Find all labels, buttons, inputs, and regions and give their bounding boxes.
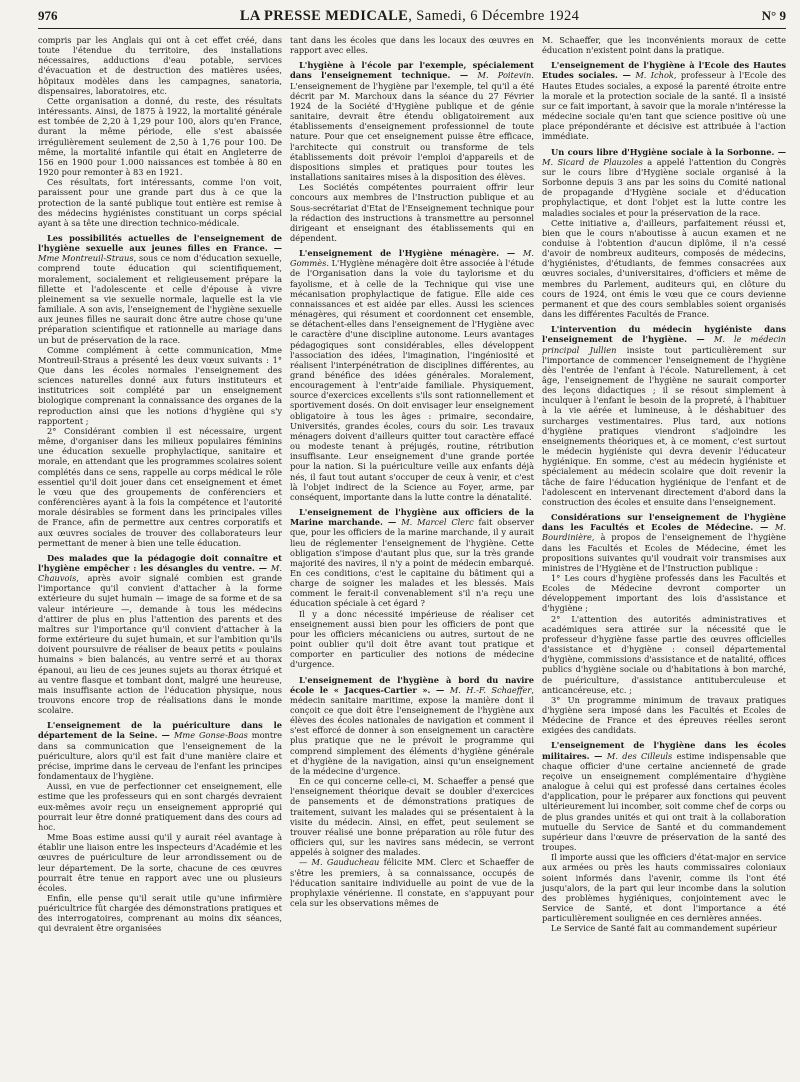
paragraph-text: insiste tout particulièrement sur l'importance de commencer l'enseignement de l'hygiène dès l'entrée de l'enfant à l'école. Naturellement, à cet âge, l'enseignement de l'hygiène ne saurait comporter des leçons didactiques ; il se résout simplement à inculquer à l'enfant le besoin de la propreté, à l'habituer à la vie aérée et lumineuse, à le déshabituer des surcharges vestimentaires. Plus tard, aux notions d'hygiène pratiques viendront s'adjoindre les enseignements théoriques et, à ce moment, c'est surtout le médecin hygiéniste qui devra devenir l'éducateur hygiénique. En somme, c'est au médecin hygiéniste et spécialement au médecin scolaire que doit revenir la tâche de faire l'éducation hygiénique de l'enfant et de l'adolescent en intervenant directement d'abord dans la construction des écoles et ensuite dans l'enseignement.: [542, 344, 786, 507]
section-heading: L'enseignement de l'hygiène aux officiers de la Marine marchande. —: [290, 507, 534, 528]
speaker-name: M. Poitevin: [477, 70, 532, 81]
article-paragraph: [542, 695, 786, 736]
section-heading: L'hygiène à l'école par l'exemple, spécialement dans l'enseignement technique. —: [290, 60, 534, 81]
paragraph-text: En ce qui concerne celle-ci, M. Schaeffer a pensé que l'enseignement théorique devait se doubler d'exercices de pansements et de démonstrations pratiques de traitement, suivant les malades qui se présentaient à la visite du médecin. Ainsi, en effet, peut seulement se trouver réalisé une bonne préparation au rôle futur des officiers qui, sur les navires sans médecin, se verront appelés à soigner des malades.: [290, 776, 534, 858]
section-heading: L'enseignement de l'hygiène à l'Ecole des Hautes Etudes sociales. —: [542, 60, 786, 81]
article-paragraph: [38, 345, 282, 426]
section-heading: L'enseignement de l'Hygiène ménagère. —: [299, 248, 523, 259]
article-paragraph: [290, 776, 534, 857]
page-number: 976: [38, 8, 58, 23]
paragraph-text: 3° Un programme minimum de travaux pratiques d'hygiène sera imposé dans les Facultés et Ecoles de Médecine de France et des épreuves réelles seront exigées des candidats.: [542, 694, 786, 736]
paragraph-text: , sous ce nom d'éducation sexuelle, comprend toute éducation qui scientifiquement, moralement, socialement et religieusement prépare la fillette et l'adolescente et celle d'épouse à vivre pleinement sa vie sexuelle normale, laquelle est la vie familiale. A son avis, l'enseignement de l'hygiène sexuelle aux jeunes filles ne saurait donc être autre chose qu'une préparation scientifique et rationnelle au mariage dans un but de préservation de la race.: [38, 253, 282, 345]
speaker-name: M. H.-F. Schaeffer: [449, 684, 532, 695]
article-paragraph: [38, 553, 282, 716]
paragraph-text: 1° Les cours d'hygiène professés dans les Facultés et Ecoles de Médecine devront comporter un développement important des lois d'assistance et d'hygiène ;: [542, 572, 786, 614]
speaker-name: M. Marcel Clerc: [401, 517, 474, 528]
article-paragraph: [290, 35, 534, 55]
section-heading: L'enseignement de l'hygiène à bord du navire école le « Jacques-Cartier ». —: [290, 674, 534, 695]
column-right: [542, 35, 786, 934]
article-paragraph: [542, 218, 786, 320]
article-paragraph: [542, 852, 786, 923]
article-paragraph: [542, 512, 786, 573]
paragraph-text: 2° L'attention des autorités administratives et académiques sera attirée sur la nécessité que le professeur d'hygiène fasse partie des œuvres officielles d'assistance et d'hygiène : conseil départemental d'hygiène, commissions d'assistance et de natalité, offices publics d'hygiène sociale ou d'habitations à bon marché, de puériculture, d'assistance antituberculeuse et anticancéreuse, etc. ;: [542, 613, 786, 695]
issue-number: N° 9: [761, 8, 786, 23]
section-heading: L'intervention du médecin hygiéniste dans l'enseignement de l'hygiène. —: [542, 324, 786, 345]
article-paragraph: [542, 60, 786, 141]
paragraph-text: . L'enseignement de l'hygiène par l'exemple, tel qu'il a été décrit par M. Marchoux dans la séance du 27 Février 1924 de la Société d'Hygiène publique et de génie sanitaire, devrait être étendu obligatoirement aux établissements d'enseignement professionnel de toute nature. Pour que cet enseignement puisse être efficace, l'architecte qui construit ou transforme de tels établissements doit prévoir l'emploi d'appareils et de dispositions simples et pratiques pour toutes les installations sanitaires mises à la disposition des élèves.: [290, 70, 534, 183]
article-paragraph: [38, 177, 282, 228]
paragraph-text: tant dans les écoles que dans les locaux des œuvres en rapport avec elles.: [290, 35, 534, 56]
paragraph-text: Il importe aussi que les officiers d'état-major en service aux armées ou près les hauts commissaires coloniaux soient informés dans l'avenir, comme ils l'ont été jusqu'alors, de la part qui leur incombe dans la solution des problèmes hygiéniques, conjointement avec le Service de Santé, et dont l'importance a été particulièrement soulignée en ces dernières années.: [542, 852, 786, 924]
article-paragraph: [38, 781, 282, 832]
paragraph-text: félicite MM. Clerc et Schaeffer de s'être les premiers, à sa connaissance, occupés de l'éducation sanitaire individuelle au point de vue de la prophylaxie vénérienne. Il constate, en s'appuyant pour cela sur les observations mêmes de: [290, 857, 534, 908]
article-paragraph: [290, 857, 534, 908]
article-paragraph: [38, 426, 282, 548]
paragraph-text: Le Service de Santé fait au commandement supérieur: [551, 923, 777, 934]
article-paragraph: [542, 35, 786, 55]
article-paragraph: [38, 832, 282, 893]
article-paragraph: [290, 675, 534, 777]
paragraph-text: a appelé l'attention du Congrès sur le cours libre d'Hygiène sociale organisé à la Sorbonne depuis 3 ans par les soins du Comité national de propagande d'Hygiène sociale et d'éducation prophylactique, et dont l'objet est la lutte contre les maladies sociales et pour la préservation de la race.: [542, 156, 786, 218]
paragraph-text: Aussi, en vue de perfectionner cet enseignement, elle estime que les professeurs qui en sont chargés devraient eux-mêmes avoir reçu un enseignement approprié qui pourrait leur être donné pratiquement dans des cours ad hoc.: [38, 781, 282, 832]
paragraph-text: compris par les Anglais qui ont à cet effet créé, dans toute l'étendue du territoire, des installations nécessaires, adductions d'eau potable, services d'évacuation et de destruction des matières usées, hôpitaux modèles dans les campagnes, sanatoria, dispensaires, laboratoires, etc.: [38, 35, 282, 96]
section-heading: Considérations sur l'enseignement de l'hygiène dans les Facultés et Ecoles de Médecine. —: [542, 512, 786, 533]
section-heading: Les possibilités actuelles de l'enseignement de l'hygiène sexuelle aux jeunes filles en France. —: [38, 232, 282, 254]
paragraph-text: Mme Boas estime aussi qu'il y aurait réel avantage à établir une liaison entre les inspecteurs d'Académie et les œuvres de puériculture de leur arrondissement ou de leur département. De la sorte, chacune de ces œuvres pourrait être tenue en rapport avec une ou plusieurs écoles.: [38, 832, 282, 893]
paragraph-text: Cette organisation a donné, du reste, des résultats intéressants. Ainsi, de 1875 à 1922, la mortalité générale est tombée de 2,20 à 1,29 pour 100, alors qu'en France, durant la même période, elle s'est abaissée irrégulièrement seulement de 2,50 à 1,76 pour 100. De même, la mortalité infantile qui était en Angleterre de 156 en 1900 pour 1.000 naissances est tombée à 80 en 1920 pour remonter à 83 en 1921.: [38, 95, 282, 178]
article-paragraph: [290, 60, 534, 182]
speaker-name: M. Gommès: [290, 248, 534, 269]
speaker-name: M. Ichok: [635, 70, 674, 81]
speaker-name: M. Bourdinière: [542, 522, 786, 543]
paragraph-text: —: [299, 857, 312, 868]
article-paragraph: [38, 35, 282, 96]
section-heading: L'enseignement de l'hygiène dans les écoles militaires. —: [542, 740, 786, 761]
article-paragraph: [542, 324, 786, 507]
paragraph-text: Les Sociétés compétentes pourraient offrir leur concours aux membres de l'Instruction publique et au Sous-secrétariat d'Etat de l'Enseignement technique pour la rédaction des instructions à transmettre au personnel dirigeant et enseignant des établissements qui en dépendent.: [290, 182, 534, 243]
paragraph-text: Il y a donc nécessité impérieuse de réaliser cet enseignement aussi bien pour les officiers de pont que pour les officiers mécaniciens ou autres, surtout de ne point oublier qu'il doit être avant tout pratique et comporter en particulier des notions de médecine d'urgence.: [290, 608, 534, 670]
speaker-name: M. Chauvois: [38, 562, 282, 584]
section-heading: Des malades que la pédagogie doit connaître et l'hygiène empêcher : les désangles du ventre. —: [38, 552, 282, 573]
paragraph-text: M. Schaeffer, que les inconvénients moraux de cette éducation n'existent point dans la pratique.: [542, 35, 786, 56]
section-heading: Un cours libre d'Hygiène sociale à la Sorbonne. —: [551, 146, 786, 157]
issue-date: , Samedi, 6 Décembre 1924: [408, 8, 580, 24]
speaker-name: Mme Gonse-Boas: [173, 730, 248, 741]
paragraph-text: montre dans sa communication que l'enseignement de la puériculture, alors qu'il est fait d'une manière claire et précise, imprime dans le cerveau de l'enfant les principes fondamentaux de l'hygiène.: [38, 730, 283, 782]
speaker-name: M. des Cilleuls: [606, 750, 673, 761]
article-paragraph: [290, 248, 534, 502]
paragraph-text: Cette initiative a, d'ailleurs, parfaitement réussi et, bien que le cours n'aboutisse à aucun examen et ne conduise à l'obtention d'aucun diplôme, il n'a cessé d'avoir de nombreux auditeurs, composés de médecins, d'hygiénistes, d'étudiants, de femmes consacrées aux œuvres sociales, d'universitaires, d'officiers et même de membres du Parlement, auditeurs qui, en clôture du cours de 1924, ont émis le vœu que ce cours devienne permanent et que des cours semblables soient organisés dans les différentes Facultés de France.: [542, 217, 786, 320]
paragraph-text: , à propos de l'enseignement de l'hygiène dans les Facultés et Ecoles de Médecine, émet les propositions suivantes qu'il voudrait voir transmises aux ministres de l'Hygiène et de l'Instruction publique :: [542, 532, 786, 573]
article-paragraph: [542, 573, 786, 614]
article-paragraph: [290, 182, 534, 243]
speaker-name: Mme Montreuil-Straus: [38, 253, 134, 264]
article-paragraph: [38, 96, 282, 177]
article-paragraph: [38, 893, 282, 934]
speaker-name: M. Sicard de Plauzoles: [542, 156, 643, 167]
article-paragraph: [38, 233, 282, 345]
paragraph-text: , médecin sanitaire maritime, expose la manière dont il conçoit ce que doit être l'enseignement de l'hygiène aux élèves des écoles nationales de navigation et comment il s'est efforcé de donner à son enseignement un caractère plus pratique que ne le prévoit le programme qui comprend simplement des éléments d'hygiène générale et d'hygiène de la navigation, ainsi qu'un enseignement de la médecine d'urgence.: [290, 684, 534, 776]
paragraph-text: Ces résultats, fort intéressants, comme l'on voit, paraissent pour une grande part dus à ce que la protection de la santé publique tout entière est remise à des médecins hygiénistes constituant un corps spécial ayant à sa tête une direction technico-médicale.: [38, 177, 282, 228]
journal-name: LA PRESSE MEDICALE: [239, 8, 409, 24]
article-paragraph: [542, 614, 786, 695]
paragraph-text: Enfin, elle pense qu'il serait utile qu'une infirmière puéricultrice fût chargée des démonstrations pratiques et des interrogatoires, comprenant au moins dix séances, qui devraient être organisées: [38, 892, 282, 934]
article-columns: [38, 35, 786, 934]
paragraph-text: . L'Hygiène ménagère doit être associée à l'étude de l'Organisation dans la voie du taylorisme et du fayolisme, et à celle de la Technique qui vise une mécanisation prophylactique de fatigue. Elle aide ces connaissances et est aidée par elles. Aussi les sciences ménagères, qui résument et coordonnent cet ensemble, se détachent-elles dans l'enseignement de l'Hygiène avec le caractère d'une discipline autonome. Leurs avantages pédagogiques sont considérables, elles développent l'association des idées, l'imagination, l'ingéniosité et réalisent l'interpénétration de disciplines différentes, au grand bénéfice des idées générales. Moralement, encouragement à l'entr'aide familiale. Physiquement, source d'exercices excellents s'ils sont rationnellement et sportivement dosés. On doit envisager leur enseignement obligatoire à tous les âges : primaire, secondaire, Universités, grandes écoles, cours du soir. Les travaux ménagers doivent d'ailleurs quitter tout caractère effacé ou modeste tenant à préjugés, routine, rétribution insuffisante. Leur enseignement d'une grande portée pour la nation. Si la puériculture veille aux enfants déjà nés, il faut tout autant s'occuper de ceux à venir, et c'est là l'objet indirect de la Science au Foyer, arme, par conséquent, importante dans la lutte contre la dénatalité.: [290, 258, 534, 502]
article-paragraph: [290, 507, 534, 609]
running-header: [38, 8, 786, 29]
article-paragraph: [38, 720, 282, 781]
paragraph-text: , après avoir signalé combien est grande l'importance qu'il convient d'attacher à la forme extérieure du sujet humain — image de sa forme et de sa valeur intérieure —, demande à tous les médecins d'attirer de plus en plus l'attention des parents et des maîtres sur l'importance qu'il convient d'attacher à la forme extérieure du sujet humain, et sur l'ambition qu'ils doivent poursuivre de réaliser de beaux petits « poulains humains » bien balancés, au ventre serré et au thorax épanoui, au lieu de ces jeunes sujets au thorax étriqué et au ventre flasque et tombant dont, malgré une heureuse, mais insuffisante action de l'éducation physique, nous trouvons encore trop de réalisations dans le monde scolaire.: [38, 573, 282, 716]
paragraph-text: Comme complément à cette communication, Mme Montreuil-Straus a présenté les deux vœux suivants : 1° Que dans les écoles normales l'enseignement des sciences naturelles donné aux futurs instituteurs et institutrices soit complété par un enseignement biologique comprenant la connaissance des organes de la reproduction ainsi que les notions d'hygiène qui s'y rapportent ;: [38, 344, 282, 426]
article-paragraph: [542, 147, 786, 218]
paragraph-text: estime indispensable que chaque officier d'une certaine ancienneté de grade reçoive un enseignement complémentaire d'hygiène analogue à celui qui est professé dans certaines écoles d'application, pour le préparer aux fonctions qui peuvent ultérieurement lui incomber, soit comme chef de corps ou de plus grandes unités et qui ont trait à la collaboration mutuelle du Service de Santé et du commandement supérieur dans l'œuvre de préservation de la santé des troupes.: [542, 750, 787, 853]
article-paragraph: [542, 740, 786, 852]
paragraph-text: fait observer que, pour les officiers de la marine marchande, il y aurait lieu de réglementer l'enseignement de l'hygiène. Cette obligation s'impose d'autant plus que, sur la très grande majorité des navires, il n'y a point de médecin embarqué. En ces conditions, c'est le capitaine du bâtiment qui a charge de soigner les malades et les blessés. Mais comment le ferait-il convenablement s'il n'a reçu une éducation spéciale à cet égard ?: [290, 517, 535, 609]
column-left: [38, 35, 282, 934]
section-heading: L'enseignement de la puériculture dans le département de la Seine. —: [38, 720, 282, 741]
paragraph-text: 2° Considérant combien il est nécessaire, urgent même, d'organiser dans les milieux populaires féminins une éducation sexuelle prophylactique, sanitaire et morale, en attendant que les programmes scolaires soient complétés dans ce sens, rappelle au corps médical le rôle essentiel qu'il doit jouer dans cet enseignement et émet le vœu que des groupements de conférenciers et conférencières ayant à la fois la compétence et l'autorité morale désirables se forment dans les principales villes de France, afin de permettre aux centres corporatifs et aux œuvres sociales de trouver des collaborateurs leur permettant de mener à bien une telle éducation.: [38, 425, 282, 548]
speaker-name: M. le médecin principal Jullien: [542, 334, 787, 355]
paragraph-text: , professeur à l'Ecole des Hautes Etudes sociales, a exposé la parenté étroite entre la morale et la protection sociale de la santé. Il a insisté sur ce fait important, à savoir que la morale n'intéresse la médecine sociale qu'en tant que science positive où une place prépondérante et décisive est attribuée à l'action immédiate.: [542, 70, 786, 142]
journal-title: [240, 8, 579, 25]
article-paragraph: [290, 609, 534, 670]
speaker-name: M. Gauducheau: [311, 857, 380, 868]
article-paragraph: [542, 923, 786, 933]
column-middle: [290, 35, 534, 934]
